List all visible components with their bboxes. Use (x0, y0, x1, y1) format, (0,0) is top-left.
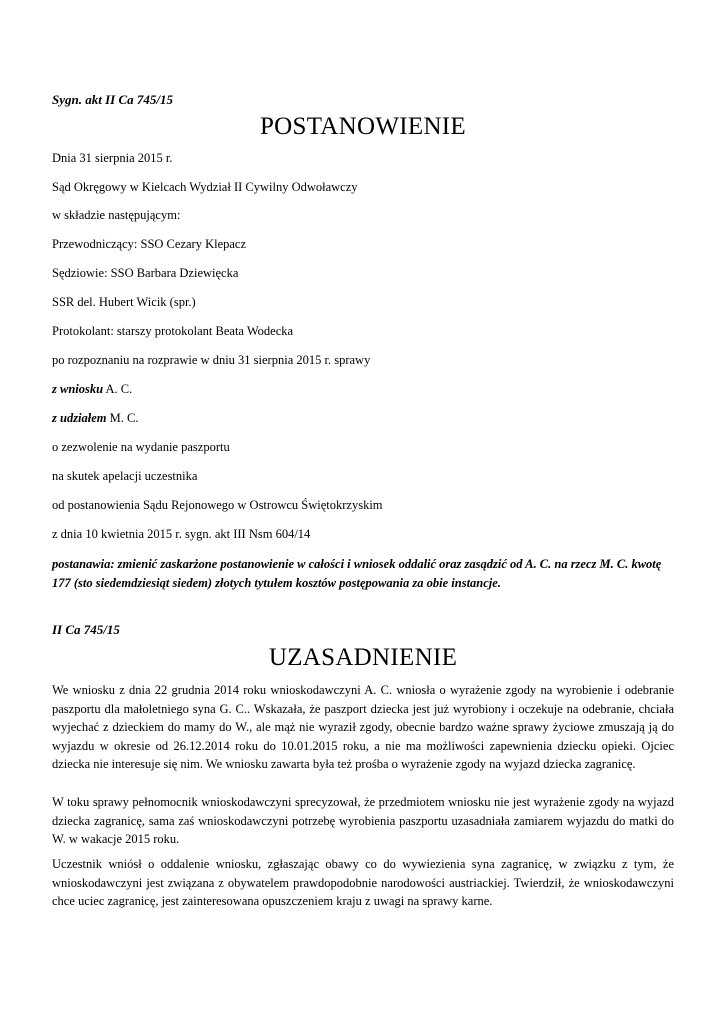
verdict-text: postanawia: zmienić zaskarżone postanowienie w całości i wniosek oddalić oraz zasądzić od A. C. na rzecz M. C. kwotę 177 (sto siedemdziesiąt siedem) złotych tytułem kosztów postępowania za obie instancje. (52, 557, 662, 590)
decision-title: POSTANOWIENIE (259, 113, 467, 140)
justification-paragraph-2: W toku sprawy pełnomocnik wnioskodawczyni sprecyzował, że przedmiotem wniosku nie jest wyrażenie zgody na wyjazd dziecka zagranicę, sama zaś wnioskodawczyni potrzebę wyrobienia paszportu uzasadniała zamiarem wyjazdu do matki do W. w wakacje 2015 roku. (52, 795, 674, 846)
hearing-line: po rozpoznaniu na rozprawie w dniu 31 sierpnia 2015 r. sprawy (52, 353, 371, 367)
appeal-line: na skutek apelacji uczestnika (52, 469, 198, 483)
justification-title: UZASADNIENIE (268, 644, 458, 671)
decision-date-line: z dnia 10 kwietnia 2015 r. sygn. akt III Nsm 604/14 (52, 527, 311, 541)
justification-paragraph-3: Uczestnik wniósł o oddalenie wniosku, zgłaszając obawy co do wywiezienia syna zagranicę, w związku z tym, że wnioskodawczyni jest związana z obywatelem prawdopodobnie narodowości austriackiej. Twierdził, że wnioskodawczyni chce uciec zagranicę, jest zainteresowana opuszczeniem kraju z uwagi na sprawy karne. (52, 857, 674, 908)
participant-line (52, 411, 138, 426)
lower-court-line: od postanowienia Sądu Rejonowego w Ostrowcu Świętokrzyskim (52, 498, 383, 512)
applicant-label: z wniosku (52, 382, 104, 396)
participant-label: z udziałem (52, 411, 107, 425)
applicant-line (52, 382, 132, 397)
case-number: Sygn. akt II Ca 745/15 (52, 92, 173, 107)
court-name: Sąd Okręgowy w Kielcach Wydział II Cywilny Odwoławczy (52, 180, 358, 194)
date-line: Dnia 31 sierpnia 2015 r. (52, 151, 173, 165)
clerk-line: Protokolant: starszy protokolant Beata Wodecka (52, 324, 294, 338)
judges-line: Sędziowie: SSO Barbara Dziewięcka (52, 266, 239, 280)
justification-paragraph-1: We wniosku z dnia 22 grudnia 2014 roku wnioskodawczyni A. C. wniosła o wyrażenie zgody na wyrobienie i odebranie paszportu dla małoletniego syna G. C.. Wskazała, że paszport dziecka jest już wyrobiony i oczekuje na odebranie, chciała wyjechać z dzieckiem do mamy do W., ale mąż nie wyraził zgody, obecnie bardzo ważne sprawy życiowe zmuszają ją do wyjazdu w okresie od 26.12.2014 roku do 10.01.2015 roku, a nie ma możliwości zapewnienia dziecku opieki. Ojciec dziecka nie interesuje się nim. We wniosku zawarta była też prośba o wyrażenie zgody na wyjazd dziecka zagranicę. (52, 683, 674, 771)
judge-rapporteur: SSR del. Hubert Wicik (spr.) (52, 295, 196, 309)
composition-line: w składzie następującym: (52, 208, 181, 222)
presiding-judge: Przewodniczący: SSO Cezary Klepacz (52, 237, 247, 251)
subject-line: o zezwolenie na wydanie paszportu (52, 440, 230, 454)
participant-name: M. C. (106, 411, 139, 425)
case-number-2: II Ca 745/15 (52, 622, 120, 637)
applicant-name: A. C. (103, 382, 133, 396)
